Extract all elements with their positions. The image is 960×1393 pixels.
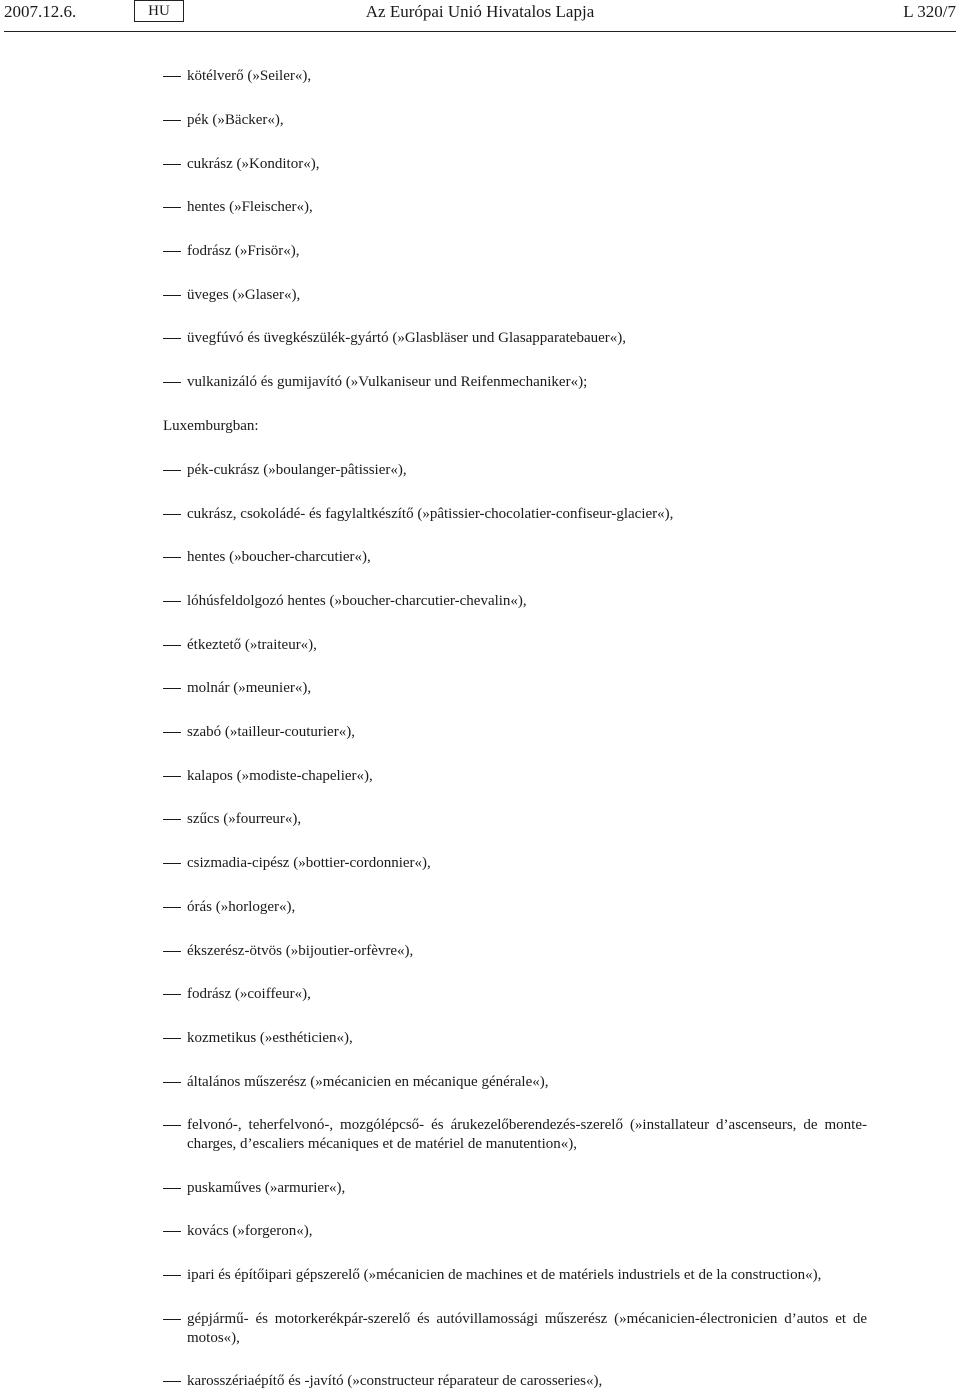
list-item: üvegfúvó és üvegkészülék-gyártó (»Glasbläser und Glasapparatebauer«), <box>187 329 867 348</box>
dash-marker <box>163 688 181 689</box>
list-item: kovács (»forgeron«), <box>187 1222 867 1241</box>
list-item: fodrász (»Frisör«), <box>187 242 867 261</box>
list-item: pék (»Bäcker«), <box>187 111 867 130</box>
dash-marker <box>163 338 181 339</box>
dash-marker <box>163 645 181 646</box>
dash-marker <box>163 776 181 777</box>
list-item: lóhúsfeldolgozó hentes (»boucher-charcutier-chevalin«), <box>187 592 867 611</box>
dash-marker <box>163 1082 181 1083</box>
dash-marker <box>163 1038 181 1039</box>
list-item: cukrász (»Konditor«), <box>187 155 867 174</box>
list-item: ipari és építőipari gépszerelő (»mécanicien de machines et de matériels industriels et de la construction«), <box>187 1266 867 1285</box>
list-item: gépjármű- és motorkerékpár-szerelő és autóvillamossági műszerész (»mécanicien-électronicien d’autos et de motos«), <box>187 1310 867 1348</box>
dash-marker <box>163 819 181 820</box>
list-item: kozmetikus (»esthéticien«), <box>187 1029 867 1048</box>
list-item: cukrász, csokoládé- és fagylaltkészítő (»pâtissier-chocolatier-confiseur-glacier«), <box>187 505 867 524</box>
dash-marker <box>163 514 181 515</box>
list-item: csizmadia-cipész (»bottier-cordonnier«), <box>187 854 867 873</box>
dash-marker <box>163 207 181 208</box>
list-item: pék-cukrász (»boulanger-pâtissier«), <box>187 461 867 480</box>
list-item: hentes (»Fleischer«), <box>187 198 867 217</box>
dash-marker <box>163 164 181 165</box>
dash-marker <box>163 1125 181 1126</box>
list-item: étkeztető (»traiteur«), <box>187 636 867 655</box>
dash-marker <box>163 1275 181 1276</box>
header-divider <box>4 31 956 32</box>
dash-marker <box>163 994 181 995</box>
list-item: szabó (»tailleur-couturier«), <box>187 723 867 742</box>
list-item: szűcs (»fourreur«), <box>187 810 867 829</box>
list-item: általános műszerész (»mécanicien en mécanique générale«), <box>187 1073 867 1092</box>
journal-title: Az Európai Unió Hivatalos Lapja <box>365 2 595 21</box>
dash-marker <box>163 863 181 864</box>
list-item: felvonó-, teherfelvonó-, mozgólépcső- és árukezelőberendezés-szerelő (»installateur d’ascenseurs, de monte-charges, d’escaliers mécaniques et de matériel de manutention«), <box>187 1116 867 1154</box>
list-item: molnár (»meunier«), <box>187 679 867 698</box>
list-item: fodrász (»coiffeur«), <box>187 985 867 1004</box>
dash-marker <box>163 907 181 908</box>
dash-marker <box>163 1231 181 1232</box>
page-header <box>0 0 960 32</box>
list-item: hentes (»boucher-charcutier«), <box>187 548 867 567</box>
list-item: kalapos (»modiste-chapelier«), <box>187 767 867 786</box>
dash-marker <box>163 295 181 296</box>
dash-marker <box>163 1381 181 1382</box>
language-code-box: HU <box>134 0 184 22</box>
dash-marker <box>163 951 181 952</box>
list-item: karosszériaépítő és -javító (»constructeur réparateur de carosseries«), <box>187 1372 867 1391</box>
dash-marker <box>163 76 181 77</box>
list-item: üveges (»Glaser«), <box>187 286 867 305</box>
dash-marker <box>163 120 181 121</box>
dash-marker <box>163 251 181 252</box>
dash-marker <box>163 1188 181 1189</box>
dash-marker <box>163 557 181 558</box>
publication-date: 2007.12.6. <box>4 2 77 21</box>
list-item: ékszerész-ötvös (»bijoutier-orfèvre«), <box>187 942 867 961</box>
dash-marker <box>163 1319 181 1320</box>
dash-marker <box>163 601 181 602</box>
section-heading-luxembourg: Luxemburgban: <box>163 418 259 434</box>
list-item: órás (»horloger«), <box>187 898 867 917</box>
dash-marker <box>163 382 181 383</box>
list-item: vulkanizáló és gumijavító (»Vulkaniseur und Reifenmechaniker«); <box>187 373 867 392</box>
list-item: puskaműves (»armurier«), <box>187 1179 867 1198</box>
page-reference: L 320/7 <box>903 2 956 21</box>
dash-marker <box>163 470 181 471</box>
dash-marker <box>163 732 181 733</box>
list-item: kötélverő (»Seiler«), <box>187 67 867 86</box>
